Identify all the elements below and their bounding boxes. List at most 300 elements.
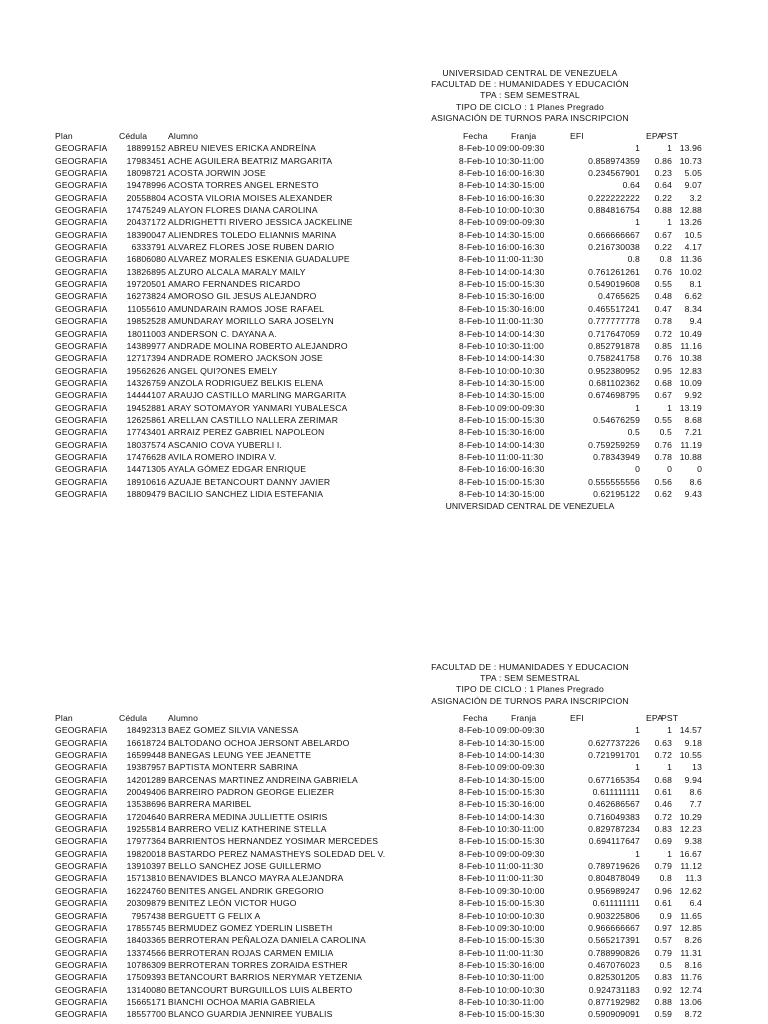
cell-efi: 0.681102362: [588, 377, 640, 388]
header-line: ASIGNACIÓN DE TURNOS PARA INSCRIPCION: [431, 695, 629, 706]
cell-alumno: ASCANIO COVA YUBERLI I.: [168, 439, 282, 450]
cell-pst: 13: [692, 762, 702, 773]
cell-epa: 0.72: [654, 750, 672, 761]
cell-fecha: 8-Feb-10: [458, 377, 495, 388]
cell-cedula: 20049406: [126, 787, 166, 798]
cell-cedula: 13374566: [126, 947, 166, 958]
cell-franja: 10:00-10:30: [497, 365, 545, 376]
cell-fecha: 8-Feb-10: [458, 910, 495, 921]
cell-plan: GEOGRAFIA: [55, 365, 108, 376]
cell-fecha: 8-Feb-10: [458, 935, 495, 946]
cell-franja: 16:00-16:30: [497, 168, 545, 179]
cell-pst: 8.72: [684, 1009, 702, 1020]
cell-alumno: ALVAREZ FLORES JOSE RUBEN DARIO: [168, 242, 335, 253]
cell-alumno: AZUAJE BETANCOURT DANNY JAVIER: [168, 476, 331, 487]
cell-alumno: BLANCO GUARDIA JENNIREE YUBALIS: [168, 1009, 333, 1020]
header-line: TPA : SEM SEMESTRAL: [480, 673, 580, 684]
header-line: TPA : SEM SEMESTRAL: [480, 90, 580, 101]
cell-pst: 10.02: [679, 266, 702, 277]
cell-alumno: BARRERA MARIBEL: [168, 799, 252, 810]
cell-pst: 11.36: [680, 254, 702, 265]
cell-fecha: 8-Feb-10: [458, 811, 495, 822]
cell-cedula: 19720501: [126, 279, 166, 290]
cell-alumno: BARRERA MEDINA JULLIETTE OSIRIS: [168, 811, 328, 822]
cell-cedula: 19820018: [126, 848, 166, 859]
cell-alumno: BENAVIDES BLANCO MAYRA ALEJANDRA: [168, 873, 344, 884]
col-fecha: Fecha: [463, 131, 488, 141]
cell-plan: GEOGRAFIA: [55, 192, 108, 203]
cell-fecha: 8-Feb-10: [458, 799, 495, 810]
cell-franja: 11:00-11:30: [497, 873, 544, 884]
cell-epa: 1: [667, 217, 672, 228]
cell-franja: 15:00-15:30: [497, 414, 545, 425]
cell-alumno: BALTODANO OCHOA JERSONT ABELARDO: [168, 737, 350, 748]
cell-pst: 12.23: [679, 824, 702, 835]
cell-cedula: 14471305: [126, 464, 166, 475]
cell-epa: 0.72: [654, 328, 672, 339]
cell-alumno: BERROTERAN ROJAS CARMEN EMILIA: [168, 947, 334, 958]
cell-efi: 0.924731183: [588, 984, 640, 995]
cell-plan: GEOGRAFIA: [55, 848, 108, 859]
cell-alumno: AMUNDARAIN RAMOS JOSE RAFAEL: [168, 303, 325, 314]
cell-efi: 1: [635, 217, 640, 228]
cell-cedula: 17983451: [126, 155, 166, 166]
cell-efi: 0.777777778: [588, 316, 640, 327]
cell-cedula: 14326759: [126, 377, 166, 388]
cell-pst: 9.43: [684, 488, 702, 499]
cell-epa: 0.22: [654, 192, 672, 203]
cell-fecha: 8-Feb-10: [458, 439, 495, 450]
cell-cedula: 20437172: [126, 217, 166, 228]
cell-cedula: 6333791: [131, 242, 166, 253]
cell-epa: 0.61: [654, 898, 672, 909]
header-line: ASIGNACIÓN DE TURNOS PARA INSCRIPCION: [431, 112, 629, 123]
cell-efi: 0.877192982: [588, 996, 640, 1007]
cell-cedula: 16806080: [126, 254, 166, 265]
cell-alumno: ALVAREZ MORALES ESKENIA GUADALUPE: [168, 254, 350, 265]
cell-cedula: 12717394: [126, 353, 166, 364]
cell-plan: GEOGRAFIA: [55, 984, 108, 995]
cell-epa: 0.23: [654, 168, 672, 179]
cell-fecha: 8-Feb-10: [458, 787, 495, 798]
cell-epa: 0: [667, 464, 672, 475]
cell-alumno: ANDRADE MOLINA ROBERTO ALEJANDRO: [168, 340, 348, 351]
cell-fecha: 8-Feb-10: [458, 266, 495, 277]
cell-alumno: ACOSTA JORWIN JOSE: [168, 168, 266, 179]
cell-plan: GEOGRAFIA: [55, 464, 108, 475]
cell-fecha: 8-Feb-10: [458, 1009, 495, 1020]
cell-epa: 0.8: [659, 873, 672, 884]
cell-fecha: 8-Feb-10: [458, 488, 495, 499]
cell-efi: 0.716049383: [588, 811, 640, 822]
cell-franja: 10:00-10:30: [497, 910, 545, 921]
cell-epa: 0.59: [654, 1009, 672, 1020]
cell-epa: 0.57: [654, 935, 672, 946]
cell-fecha: 8-Feb-10: [458, 291, 495, 302]
cell-cedula: 18403365: [126, 935, 166, 946]
cell-epa: 0.67: [654, 229, 672, 240]
cell-alumno: BARREIRO PADRON GEORGE ELIEZER: [168, 787, 335, 798]
cell-fecha: 8-Feb-10: [458, 836, 495, 847]
cell-plan: GEOGRAFIA: [55, 898, 108, 909]
cell-alumno: AMARO FERNANDES RICARDO: [168, 279, 301, 290]
cell-epa: 0.55: [654, 414, 672, 425]
cell-cedula: 20558804: [126, 192, 166, 203]
cell-pst: 11.19: [680, 439, 702, 450]
cell-franja: 10:30-11:00: [497, 824, 544, 835]
cell-pst: 10.38: [679, 353, 702, 364]
col-epa: EPA: [646, 131, 664, 141]
cell-franja: 14:00-14:30: [497, 328, 545, 339]
cell-efi: 0.956989247: [588, 885, 640, 896]
cell-franja: 14:00-14:30: [497, 439, 545, 450]
cell-franja: 14:00-14:30: [497, 266, 545, 277]
cell-epa: 0.78: [654, 316, 672, 327]
cell-plan: GEOGRAFIA: [55, 488, 108, 499]
cell-franja: 14:30-15:00: [497, 737, 545, 748]
cell-franja: 14:30-15:00: [497, 377, 545, 388]
cell-epa: 0.96: [654, 885, 672, 896]
cell-plan: GEOGRAFIA: [55, 737, 108, 748]
cell-cedula: 19452881: [126, 402, 166, 413]
cell-fecha: 8-Feb-10: [458, 885, 495, 896]
cell-plan: GEOGRAFIA: [55, 303, 108, 314]
cell-fecha: 8-Feb-10: [458, 762, 495, 773]
cell-cedula: 15713810: [126, 873, 166, 884]
cell-plan: GEOGRAFIA: [55, 959, 108, 970]
cell-alumno: BARCENAS MARTINEZ ANDREINA GABRIELA: [168, 774, 358, 785]
cell-alumno: BAEZ GOMEZ SILVIA VANESSA: [168, 725, 299, 736]
cell-pst: 11.76: [680, 972, 702, 983]
cell-fecha: 8-Feb-10: [458, 427, 495, 438]
header-line: UNIVERSIDAD CENTRAL DE VENEZUELA: [442, 68, 618, 78]
cell-fecha: 8-Feb-10: [458, 451, 495, 462]
cell-epa: 0.63: [654, 737, 672, 748]
cell-pst: 0: [697, 464, 702, 475]
cell-pst: 8.6: [689, 787, 702, 798]
cell-fecha: 8-Feb-10: [458, 972, 495, 983]
cell-pst: 9.94: [684, 774, 702, 785]
cell-efi: 0.627737226: [588, 737, 640, 748]
cell-cedula: 19478996: [126, 180, 166, 191]
cell-cedula: 18011003: [127, 328, 166, 339]
cell-epa: 0.72: [654, 811, 672, 822]
col-epa: EPA: [646, 713, 664, 723]
col-alumno: Alumno: [168, 713, 199, 723]
cell-plan: GEOGRAFIA: [55, 873, 108, 884]
cell-plan: GEOGRAFIA: [55, 217, 108, 228]
cell-efi: 1: [635, 848, 640, 859]
cell-alumno: ALAYON FLORES DIANA CAROLINA: [168, 205, 318, 216]
report-header-1: [360, 68, 700, 124]
cell-fecha: 8-Feb-10: [458, 192, 495, 203]
cell-fecha: 8-Feb-10: [458, 947, 495, 958]
cell-pst: 9.4: [689, 316, 702, 327]
cell-pst: 6.4: [689, 898, 702, 909]
cell-alumno: ACHE AGUILERA BEATRIZ MARGARITA: [168, 155, 333, 166]
cell-plan: GEOGRAFIA: [55, 254, 108, 265]
col-efi: EFI: [570, 131, 584, 141]
cell-fecha: 8-Feb-10: [458, 229, 495, 240]
cell-franja: 11:00-11:30: [497, 316, 544, 327]
cell-fecha: 8-Feb-10: [458, 353, 495, 364]
cell-efi: 0.5: [627, 427, 640, 438]
cell-epa: 0.76: [654, 439, 672, 450]
cell-cedula: 14444107: [126, 390, 166, 401]
cell-franja: 09:00-09:30: [497, 217, 545, 228]
cell-epa: 0.68: [654, 377, 672, 388]
cell-franja: 15:30-16:00: [497, 291, 545, 302]
cell-alumno: AMOROSO GIL JESUS ALEJANDRO: [168, 291, 317, 302]
cell-epa: 0.85: [654, 340, 672, 351]
cell-efi: 0.565217391: [588, 935, 640, 946]
cell-franja: 09:00-09:30: [497, 725, 545, 736]
cell-alumno: BAPTISTA MONTERR SABRINA: [168, 762, 298, 773]
cell-pst: 9.38: [684, 836, 702, 847]
cell-fecha: 8-Feb-10: [458, 168, 495, 179]
cell-franja: 09:00-09:30: [497, 402, 545, 413]
cell-efi: 0.611111111: [592, 787, 640, 798]
cell-efi: 0.8: [627, 254, 640, 265]
cell-fecha: 8-Feb-10: [458, 328, 495, 339]
cell-cedula: 11055610: [127, 303, 166, 314]
cell-cedula: 19562626: [126, 365, 166, 376]
cell-pst: 12.85: [679, 922, 702, 933]
cell-franja: 15:00-15:30: [497, 935, 545, 946]
col-alumno: Alumno: [168, 131, 199, 141]
cell-pst: 9.18: [684, 737, 702, 748]
cell-franja: 10:30-11:00: [497, 155, 544, 166]
col-fecha: Fecha: [463, 713, 488, 723]
cell-epa: 1: [667, 143, 672, 154]
cell-plan: GEOGRAFIA: [55, 947, 108, 958]
cell-plan: GEOGRAFIA: [55, 402, 108, 413]
cell-cedula: 18899152: [126, 143, 166, 154]
cell-plan: GEOGRAFIA: [55, 996, 108, 1007]
cell-fecha: 8-Feb-10: [458, 848, 495, 859]
cell-alumno: BANEGAS LEUNG YEE JEANETTE: [168, 750, 312, 761]
cell-efi: 0.62195122: [593, 488, 640, 499]
cell-epa: 0.79: [654, 861, 672, 872]
cell-efi: 0.903225806: [588, 910, 640, 921]
cell-cedula: 16273824: [126, 291, 166, 302]
cell-franja: 11:00-11:30: [497, 451, 544, 462]
cell-efi: 0.64: [622, 180, 640, 191]
cell-plan: GEOGRAFIA: [55, 824, 108, 835]
cell-epa: 0.8: [659, 254, 672, 265]
cell-epa: 0.61: [654, 787, 672, 798]
cell-cedula: 7957438: [131, 910, 166, 921]
cell-franja: 16:00-16:30: [497, 192, 545, 203]
cell-epa: 0.46: [654, 799, 672, 810]
cell-fecha: 8-Feb-10: [458, 414, 495, 425]
cell-plan: GEOGRAFIA: [55, 1009, 108, 1020]
cell-pst: 10.29: [679, 811, 702, 822]
cell-cedula: 13140080: [126, 984, 166, 995]
cell-franja: 14:30-15:00: [497, 390, 545, 401]
cell-fecha: 8-Feb-10: [458, 254, 495, 265]
cell-fecha: 8-Feb-10: [458, 898, 495, 909]
cell-epa: 0.79: [654, 947, 672, 958]
cell-franja: 14:00-14:30: [497, 750, 545, 761]
cell-plan: GEOGRAFIA: [55, 155, 108, 166]
cell-epa: 0.92: [654, 984, 672, 995]
cell-pst: 10.88: [679, 451, 702, 462]
cell-alumno: ARRAIZ PEREZ GABRIEL NAPOLEON: [168, 427, 325, 438]
cell-epa: 1: [667, 725, 672, 736]
cell-fecha: 8-Feb-10: [458, 365, 495, 376]
cell-pst: 6.62: [684, 291, 702, 302]
cell-plan: GEOGRAFIA: [55, 836, 108, 847]
cell-pst: 8.26: [684, 935, 702, 946]
cell-efi: 0.884816754: [588, 205, 640, 216]
header-line: TIPO DE CICLO : 1 Planes Pregrado: [456, 101, 604, 112]
cell-efi: 0.789719626: [588, 861, 640, 872]
cell-pst: 8.34: [684, 303, 702, 314]
cell-fecha: 8-Feb-10: [458, 750, 495, 761]
cell-efi: 0.467076023: [588, 959, 640, 970]
cell-franja: 10:30-11:00: [497, 340, 544, 351]
cell-efi: 0.788990826: [588, 947, 640, 958]
cell-franja: 10:00-10:30: [497, 205, 545, 216]
cell-epa: 1: [667, 402, 672, 413]
cell-fecha: 8-Feb-10: [458, 303, 495, 314]
cell-efi: 0.4765625: [598, 291, 640, 302]
cell-fecha: 8-Feb-10: [458, 390, 495, 401]
cell-alumno: AMUNDARAY MORILLO SARA JOSELYN: [168, 316, 334, 327]
cell-efi: 0.78343949: [593, 451, 640, 462]
cell-fecha: 8-Feb-10: [458, 737, 495, 748]
cell-alumno: BASTARDO PEREZ NAMASTHEYS SOLEDAD DEL V.: [168, 848, 386, 859]
cell-alumno: BELLO SANCHEZ JOSE GUILLERMO: [168, 861, 322, 872]
cell-epa: 1: [667, 762, 672, 773]
cell-efi: 0.674698795: [588, 390, 640, 401]
cell-epa: 0.86: [654, 155, 672, 166]
cell-plan: GEOGRAFIA: [55, 168, 108, 179]
cell-pst: 11.12: [680, 861, 702, 872]
cell-fecha: 8-Feb-10: [458, 824, 495, 835]
cell-franja: 14:30-15:00: [497, 180, 545, 191]
cell-alumno: BERROTERAN PEÑALOZA DANIELA CAROLINA: [168, 935, 366, 946]
cell-efi: 0.758241758: [588, 353, 640, 364]
cell-plan: GEOGRAFIA: [55, 279, 108, 290]
cell-alumno: ALIENDRES TOLEDO ELIANNIS MARINA: [168, 229, 337, 240]
cell-plan: GEOGRAFIA: [55, 935, 108, 946]
cell-franja: 11:00-11:30: [497, 947, 544, 958]
cell-fecha: 8-Feb-10: [458, 774, 495, 785]
cell-plan: GEOGRAFIA: [55, 439, 108, 450]
cell-cedula: 18910616: [126, 476, 166, 487]
col-plan: Plan: [55, 131, 73, 141]
cell-epa: 0.48: [654, 291, 672, 302]
cell-alumno: BARRERO VELIZ KATHERINE STELLA: [168, 824, 327, 835]
cell-alumno: ABREU NIEVES ERICKA ANDREÍNA: [168, 143, 316, 154]
cell-alumno: ACOSTA TORRES ANGEL ERNESTO: [168, 180, 319, 191]
cell-cedula: 19852528: [126, 316, 166, 327]
cell-alumno: BACILIO SANCHEZ LIDIA ESTEFANIA: [168, 488, 324, 499]
cell-cedula: 18037574: [126, 439, 166, 450]
cell-plan: GEOGRAFIA: [55, 205, 108, 216]
header-line: FACULTAD DE : HUMANIDADES Y EDUCACIÓN: [431, 79, 629, 90]
cell-franja: 14:30-15:00: [497, 488, 545, 499]
cell-cedula: 16224760: [126, 885, 166, 896]
cell-alumno: ACOSTA VILORIA MOISES ALEXANDER: [168, 192, 333, 203]
cell-alumno: BENITES ANGEL ANDRIK GREGORIO: [168, 885, 324, 896]
cell-epa: 0.68: [654, 774, 672, 785]
cell-plan: GEOGRAFIA: [55, 972, 108, 983]
cell-pst: 5.05: [684, 168, 702, 179]
cell-plan: GEOGRAFIA: [55, 414, 108, 425]
cell-efi: 0.465517241: [588, 303, 640, 314]
cell-plan: GEOGRAFIA: [55, 750, 108, 761]
cell-pst: 11.31: [680, 947, 702, 958]
cell-efi: 0.721991701: [588, 750, 640, 761]
cell-plan: GEOGRAFIA: [55, 390, 108, 401]
cell-alumno: ANDERSON C. DAYANA A.: [168, 328, 277, 339]
cell-cedula: 18557700: [126, 1009, 166, 1020]
col-cedula: Cédula: [119, 713, 148, 723]
cell-plan: GEOGRAFIA: [55, 427, 108, 438]
cell-pst: 8.6: [689, 476, 702, 487]
cell-efi: 0.825301205: [588, 972, 640, 983]
cell-efi: 0.858974359: [588, 155, 640, 166]
cell-efi: 0.677165354: [588, 774, 640, 785]
cell-franja: 15:30-16:00: [497, 427, 545, 438]
cell-epa: 0.83: [654, 824, 672, 835]
cell-cedula: 10786309: [126, 959, 166, 970]
cell-efi: 0.234567901: [588, 168, 640, 179]
cell-franja: 15:30-16:00: [497, 959, 545, 970]
cell-epa: 0.22: [654, 242, 672, 253]
cell-cedula: 19255814: [126, 824, 166, 835]
cell-efi: 0.216730038: [588, 242, 640, 253]
cell-efi: 0.590909091: [588, 1009, 640, 1020]
cell-alumno: ANGEL QUI?ONES EMELY: [168, 365, 278, 376]
cell-pst: 7.21: [684, 427, 702, 438]
cell-pst: 13.26: [679, 217, 702, 228]
cell-fecha: 8-Feb-10: [458, 476, 495, 487]
cell-epa: 0.47: [654, 303, 672, 314]
col-cedula: Cédula: [119, 131, 148, 141]
col-pst: PST: [661, 713, 679, 723]
cell-fecha: 8-Feb-10: [458, 340, 495, 351]
cell-efi: 0.852791878: [588, 340, 640, 351]
cell-cedula: 15665171: [126, 996, 166, 1007]
cell-cedula: 17204640: [126, 811, 166, 822]
cell-plan: GEOGRAFIA: [55, 762, 108, 773]
cell-franja: 15:30-16:00: [497, 303, 545, 314]
cell-fecha: 8-Feb-10: [458, 242, 495, 253]
cell-cedula: 17475249: [126, 205, 166, 216]
cell-cedula: 13538696: [126, 799, 166, 810]
cell-efi: 1: [635, 762, 640, 773]
cell-franja: 09:30-10:00: [497, 885, 545, 896]
cell-epa: 0.64: [654, 180, 672, 191]
cell-cedula: 18492313: [126, 725, 166, 736]
cell-epa: 0.56: [654, 476, 672, 487]
cell-efi: 0: [635, 464, 640, 475]
cell-pst: 11.3: [685, 873, 702, 884]
cell-efi: 0.829787234: [588, 824, 640, 835]
cell-pst: 10.09: [679, 377, 702, 388]
cell-cedula: 17476628: [126, 451, 166, 462]
cell-efi: 0.759259259: [588, 439, 640, 450]
cell-fecha: 8-Feb-10: [458, 464, 495, 475]
cell-cedula: 12625861: [126, 414, 166, 425]
cell-pst: 10.49: [679, 328, 702, 339]
cell-alumno: AYALA GÓMEZ EDGAR ENRIQUE: [168, 464, 307, 475]
cell-pst: 13.19: [679, 402, 702, 413]
